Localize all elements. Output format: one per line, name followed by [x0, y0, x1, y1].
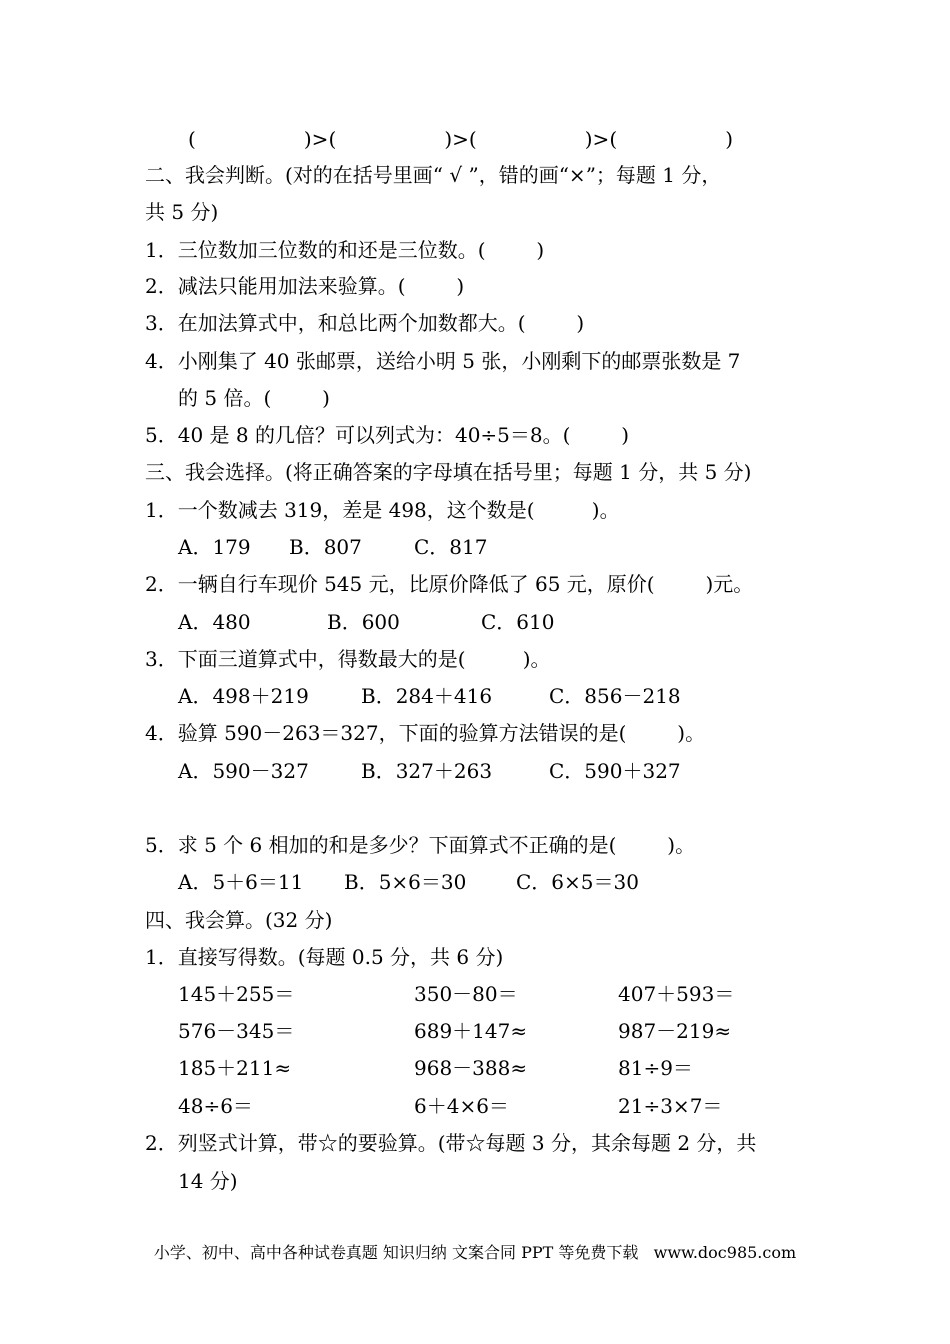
- calc-question-1: 1．直接写得数。(每题 0.5 分，共 6 分): [145, 945, 504, 969]
- calc-item: 689＋147≈: [414, 1019, 528, 1043]
- choice-4-option-a: A．590－327: [178, 759, 309, 783]
- choice-question-1: 1．一个数减去 319，差是 498，这个数是( )。: [145, 498, 620, 522]
- choice-question-3: 3．下面三道算式中，得数最大的是( )。: [145, 647, 551, 671]
- calc-item: 968－388≈: [414, 1056, 528, 1080]
- choice-3-option-b: B．284＋416: [361, 684, 493, 708]
- section4-title: 四、我会算。(32 分): [145, 908, 333, 932]
- calc-item: 21÷3×7＝: [618, 1094, 723, 1118]
- choice-1-option-b: B．807: [289, 535, 362, 559]
- calc-item: 81÷9＝: [618, 1056, 693, 1080]
- choice-question-2: 2．一辆自行车现价 545 元，比原价降低了 65 元，原价( )元。: [145, 572, 754, 596]
- judge-question-4-line1: 4．小刚集了 40 张邮票，送给小明 5 张，小刚剩下的邮票张数是 7: [145, 349, 741, 373]
- calc-item: 6＋4×6＝: [414, 1094, 509, 1118]
- judge-question-2: 2．减法只能用加法来验算。( ): [145, 274, 465, 298]
- calc-item: 576－345＝: [178, 1019, 295, 1043]
- judge-question-3: 3．在加法算式中，和总比两个加数都大。( ): [145, 311, 585, 335]
- choice-2-option-a: A．480: [178, 610, 251, 634]
- choice-5-option-a: A．5＋6＝11: [178, 870, 304, 894]
- calc-question-2-line2: 14 分): [178, 1169, 238, 1193]
- calc-item: 350－80＝: [414, 982, 518, 1006]
- calc-question-2-line1: 2．列竖式计算，带☆的要验算。(带☆每题 3 分，其余每题 2 分，共: [145, 1131, 757, 1155]
- section2-title-line2: 共 5 分): [145, 200, 219, 224]
- footer-watermark: 小学、初中、高中各种试卷真题 知识归纳 文案合同 PPT 等免费下载 www.doc985.com: [153, 1243, 797, 1262]
- choice-4-option-c: C．590＋327: [549, 759, 681, 783]
- calc-item: 987－219≈: [618, 1019, 732, 1043]
- judge-question-4-line2: 的 5 倍。( ): [178, 386, 330, 410]
- calc-item: 407＋593＝: [618, 982, 735, 1006]
- comparison-blanks: ( )>( )>( )>( ): [188, 127, 733, 151]
- choice-question-4: 4．验算 590－263＝327，下面的验算方法错误的是( )。: [145, 721, 706, 745]
- judge-question-1: 1．三位数加三位数的和还是三位数。( ): [145, 238, 545, 262]
- choice-3-option-c: C．856－218: [549, 684, 681, 708]
- choice-1-option-c: C．817: [414, 535, 488, 559]
- choice-1-option-a: A．179: [178, 535, 251, 559]
- choice-5-option-c: C．6×5＝30: [516, 870, 639, 894]
- choice-2-option-c: C．610: [481, 610, 555, 634]
- choice-2-option-b: B．600: [327, 610, 400, 634]
- judge-question-5: 5．40 是 8 的几倍？可以列式为：40÷5＝8。( ): [145, 423, 630, 447]
- choice-question-5: 5．求 5 个 6 相加的和是多少？下面算式不正确的是( )。: [145, 833, 696, 857]
- calc-item: 145＋255＝: [178, 982, 295, 1006]
- calc-item: 185＋211≈: [178, 1056, 292, 1080]
- calc-item: 48÷6＝: [178, 1094, 253, 1118]
- choice-5-option-b: B．5×6＝30: [344, 870, 467, 894]
- section3-title: 三、我会选择。(将正确答案的字母填在括号里；每题 1 分，共 5 分): [145, 460, 752, 484]
- choice-4-option-b: B．327＋263: [361, 759, 493, 783]
- section2-title-line1: 二、我会判断。(对的在括号里画“ √ ”，错的画“×”；每题 1 分，: [145, 163, 722, 187]
- choice-3-option-a: A．498＋219: [178, 684, 309, 708]
